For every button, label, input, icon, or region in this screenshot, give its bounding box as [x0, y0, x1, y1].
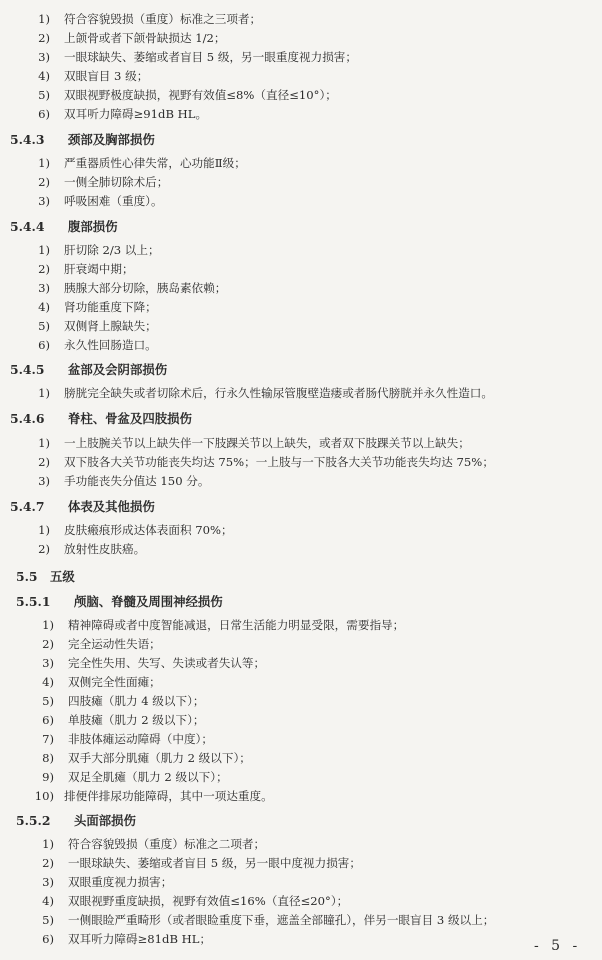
list-item: 6) 双耳听力障碍≥81dB HL；: [42, 932, 212, 946]
list-item: 8) 双手大部分肌瘫（肌力 2 级以下）；: [42, 751, 251, 765]
list-item: 1) 膀胱完全缺失或者切除术后，行永久性输尿管腹壁造瘘或者肠代膀胱并永久性造口。: [38, 386, 493, 400]
list-item: 3) 胰腺大部分切除，胰岛素依赖；: [38, 281, 227, 295]
list-item: 9) 双足全肌瘫（肌力 2 级以下）；: [42, 770, 228, 784]
section-heading: 5.4.3 颈部及胸部损伤: [10, 132, 155, 147]
list-item: 1) 符合容貌毁损（重度）标准之二项者；: [42, 837, 266, 851]
list-item: 2) 双下肢各大关节功能丧失均达 75%；一上肢与一下肢各大关节功能丧失均达 75%；: [38, 455, 494, 469]
list-item: 3) 呼吸困难（重度）。: [38, 194, 163, 208]
list-item: 1) 符合容貌毁损（重度）标准之三项者；: [38, 12, 262, 26]
level-heading: 5.5 五级: [16, 569, 75, 584]
list-item: 5) 一侧眼睑严重畸形（或者眼睑重度下垂，遮盖全部瞳孔），伴另一眼盲目 3 级以上；: [42, 913, 495, 927]
section-heading: 5.4.7 体表及其他损伤: [10, 499, 155, 514]
list-item: 7) 非肢体瘫运动障碍（中度）；: [42, 732, 213, 746]
list-item: 2) 一侧全肺切除术后；: [38, 175, 169, 189]
list-item: 6) 单肢瘫（肌力 2 级以下）；: [42, 713, 205, 727]
section-heading: 5.4.4 腹部损伤: [10, 219, 118, 234]
list-item: 1) 皮肤瘢痕形成达体表面积 70%；: [38, 523, 233, 537]
list-item: 4) 双侧完全性面瘫；: [42, 675, 161, 689]
section-heading: 5.5.1 颅脑、脊髓及周围神经损伤: [16, 594, 223, 609]
list-item: 1) 严重器质性心律失常，心功能Ⅱ级；: [38, 156, 246, 170]
list-item: 4) 肾功能重度下降；: [38, 300, 157, 314]
list-item: 2) 完全运动性失语；: [42, 637, 161, 651]
list-item: 1) 精神障碍或者中度智能减退，日常生活能力明显受限，需要指导；: [42, 618, 405, 632]
section-heading: 5.4.5 盆部及会阴部损伤: [10, 362, 168, 377]
list-item: 4) 双眼视野重度缺损，视野有效值≤16%（直径≤20°）；: [42, 894, 349, 908]
list-item: 3) 手功能丧失分值达 150 分。: [38, 474, 210, 488]
list-item: 6) 双耳听力障碍≥91dB HL。: [38, 107, 208, 121]
list-item: 2) 肝衰竭中期；: [38, 262, 134, 276]
list-item: 1) 肝切除 2/3 以上；: [38, 243, 160, 257]
list-item: 2) 一眼球缺失、萎缩或者盲目 5 级，另一眼中度视力损害；: [42, 856, 361, 870]
section-heading: 5.4.6 脊柱、骨盆及四肢损伤: [10, 411, 192, 426]
list-item: 2) 放射性皮肤癌。: [38, 542, 146, 556]
list-item: 4) 双眼盲目 3 级；: [38, 69, 149, 83]
list-item: 3) 一眼球缺失、萎缩或者盲目 5 级，另一眼重度视力损害；: [38, 50, 357, 64]
list-item: 3) 双眼重度视力损害；: [42, 875, 173, 889]
list-item: 3) 完全性失用、失写、失读或者失认等；: [42, 656, 266, 670]
list-item: 6) 永久性回肠造口。: [38, 338, 157, 352]
list-item: 5) 四肢瘫（肌力 4 级以下）；: [42, 694, 205, 708]
list-item: 5) 双眼视野极度缺损，视野有效值≤8%（直径≤10°）；: [38, 88, 337, 102]
page-number: - 5 -: [534, 938, 582, 954]
section-heading: 5.5.2 头面部损伤: [16, 813, 136, 828]
list-item: 2) 上颌骨或者下颌骨缺损达 1/2；: [38, 31, 226, 45]
list-item: 1) 一上肢腕关节以上缺失伴一下肢踝关节以上缺失，或者双下肢踝关节以上缺失；: [38, 436, 470, 450]
list-item: 10) 排便伴排尿功能障碍，其中一项达重度。: [34, 789, 273, 803]
list-item: 5) 双侧肾上腺缺失；: [38, 319, 157, 333]
